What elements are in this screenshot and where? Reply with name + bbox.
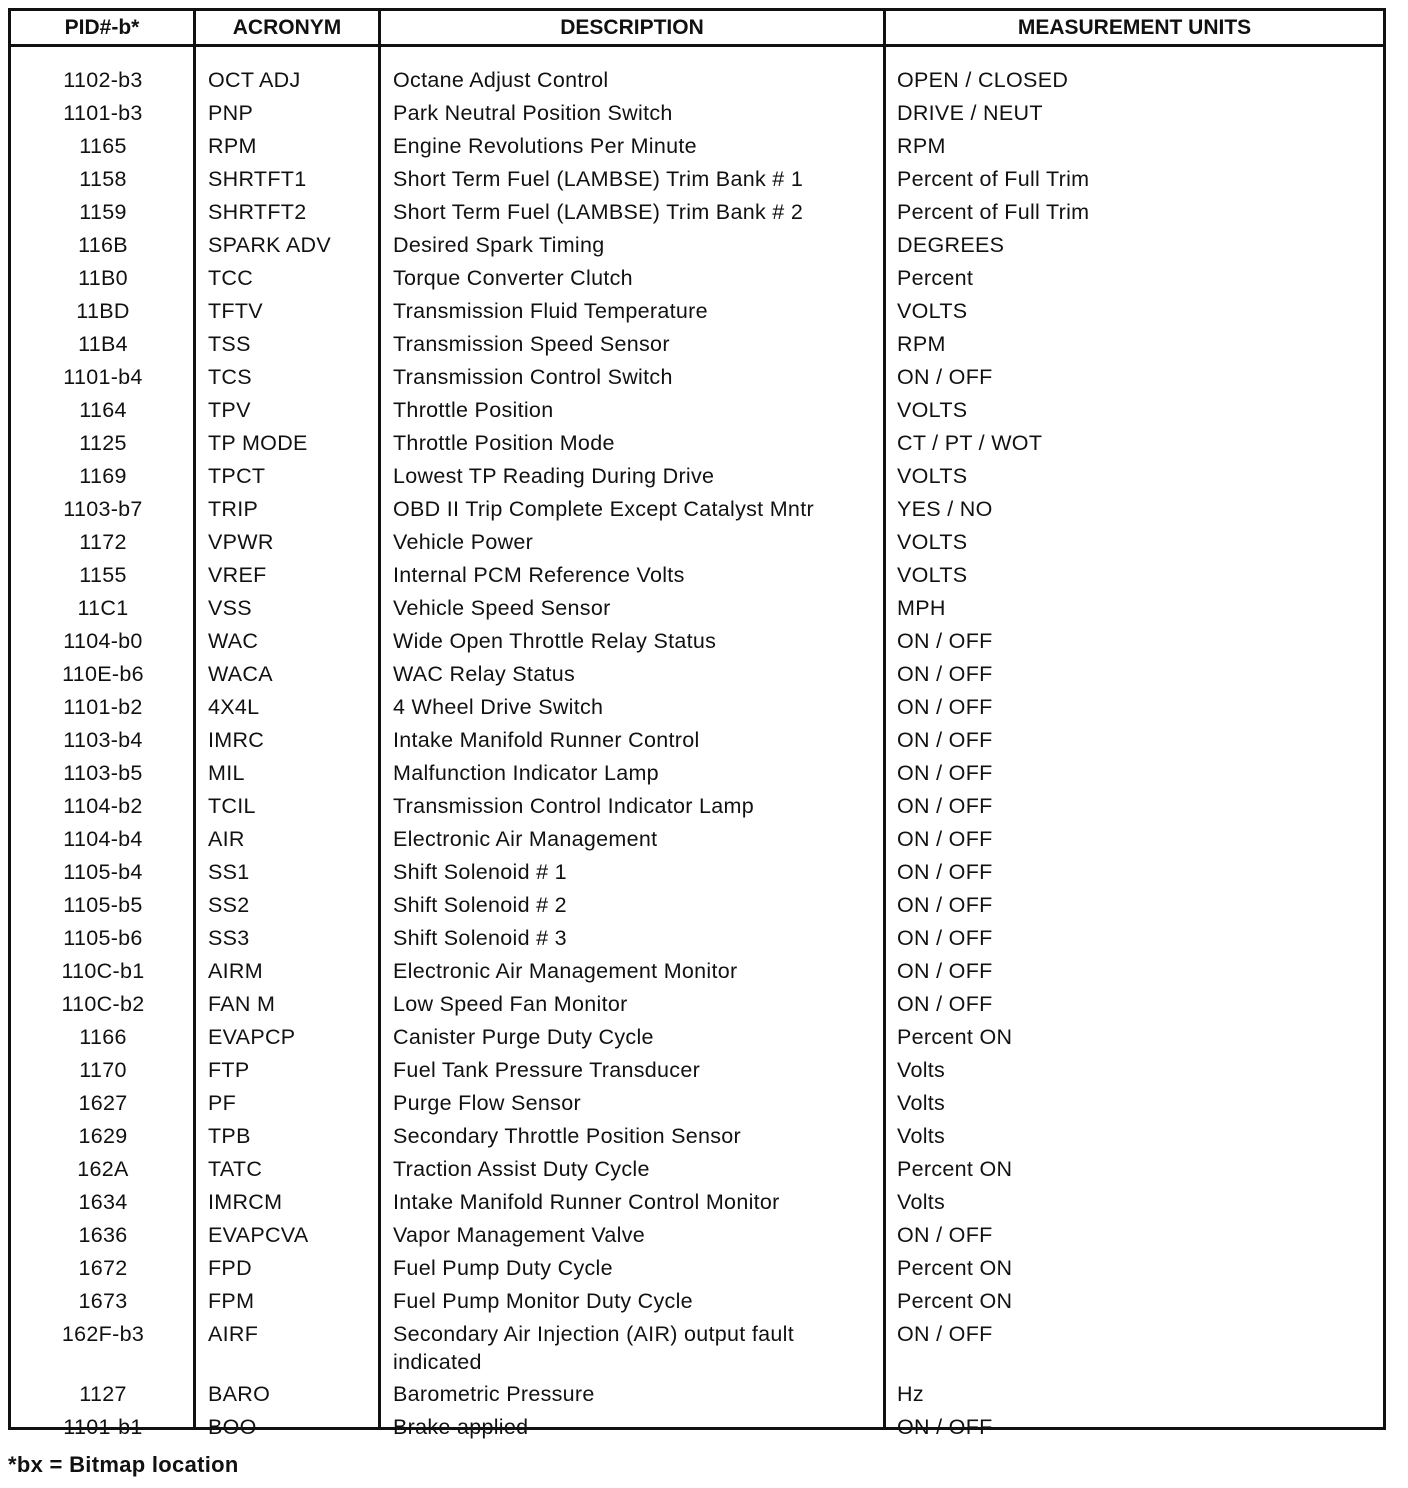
units-cell: MPH (897, 596, 946, 620)
table-row (11, 124, 1383, 157)
pid-cell: 162F-b3 (61, 1322, 145, 1346)
acronym-cell: SHRTFT1 (208, 167, 307, 191)
description-cell: Fuel Pump Monitor Duty Cycle (393, 1289, 693, 1313)
table-row (11, 91, 1383, 124)
table-row (11, 1279, 1383, 1312)
description-cell: Canister Purge Duty Cycle (393, 1025, 654, 1049)
description-cell: Transmission Speed Sensor (393, 332, 670, 356)
units-cell: ON / OFF (897, 926, 993, 950)
description-cell: Fuel Pump Duty Cycle (393, 1256, 613, 1280)
description-cell: Intake Manifold Runner Control Monitor (393, 1190, 780, 1214)
units-cell: Percent ON (897, 1289, 1013, 1313)
pid-cell: 1172 (79, 530, 127, 554)
acronym-cell: IMRCM (208, 1190, 283, 1214)
table-row (11, 751, 1383, 784)
pid-cell: 1166 (79, 1025, 127, 1049)
description-cell: Throttle Position Mode (393, 431, 615, 455)
table-row (11, 421, 1383, 454)
description-cell: Throttle Position (393, 398, 554, 422)
header-divider (11, 44, 1383, 47)
pid-cell: 11C1 (77, 596, 129, 620)
acronym-cell: SS3 (208, 926, 250, 950)
description-cell: Park Neutral Position Switch (393, 101, 673, 125)
acronym-cell: TPV (208, 398, 251, 422)
units-cell: VOLTS (897, 530, 968, 554)
acronym-cell: FPM (208, 1289, 255, 1313)
pid-cell: 1629 (78, 1124, 128, 1148)
pid-cell: 1158 (79, 167, 127, 191)
table-row (11, 1180, 1383, 1213)
pid-cell: 116B (78, 233, 128, 257)
table-row (11, 1048, 1383, 1081)
description-cell: Lowest TP Reading During Drive (393, 464, 715, 488)
units-cell: Volts (897, 1091, 946, 1115)
units-cell: DRIVE / NEUT (897, 101, 1043, 125)
table-row (11, 1312, 1383, 1372)
table-row (11, 1114, 1383, 1147)
pid-cell: 1125 (79, 431, 127, 455)
pid-cell: 1104-b0 (63, 629, 143, 653)
acronym-cell: EVAPCVA (208, 1223, 309, 1247)
table-row (11, 949, 1383, 982)
description-cell: Electronic Air Management Monitor (393, 959, 738, 983)
table-row (11, 256, 1383, 289)
description-cell: Vehicle Speed Sensor (393, 596, 611, 620)
units-cell: ON / OFF (897, 827, 993, 851)
table-row (11, 289, 1383, 322)
acronym-cell: EVAPCP (208, 1025, 296, 1049)
description-cell: Wide Open Throttle Relay Status (393, 629, 717, 653)
units-cell: ON / OFF (897, 1223, 993, 1247)
table-body (11, 58, 1383, 1438)
table-row (11, 1372, 1383, 1405)
table-row (11, 586, 1383, 619)
acronym-cell: SS2 (208, 893, 250, 917)
units-cell: Percent ON (897, 1157, 1013, 1181)
table-row (11, 817, 1383, 850)
description-cell: WAC Relay Status (393, 662, 576, 686)
description-cell: Short Term Fuel (LAMBSE) Trim Bank # 1 (393, 167, 804, 191)
table-row (11, 619, 1383, 652)
units-cell: VOLTS (897, 563, 968, 587)
units-cell: VOLTS (897, 299, 968, 323)
description-cell: Transmission Fluid Temperature (393, 299, 708, 323)
pid-cell: 1101-b2 (63, 695, 143, 719)
table-row (11, 652, 1383, 685)
pid-cell: 1673 (78, 1289, 128, 1313)
table-row (11, 553, 1383, 586)
footnote: *bx = Bitmap location (8, 1452, 239, 1477)
units-cell: ON / OFF (897, 1415, 993, 1439)
description-cell: Vapor Management Valve (393, 1223, 646, 1247)
units-cell: OPEN / CLOSED (897, 68, 1069, 92)
units-cell: VOLTS (897, 398, 968, 422)
table-row (11, 190, 1383, 223)
table-row (11, 916, 1383, 949)
acronym-cell: VPWR (208, 530, 274, 554)
units-cell: Volts (897, 1124, 946, 1148)
units-cell: VOLTS (897, 464, 968, 488)
acronym-cell: 4X4L (208, 695, 260, 719)
pid-cell: 1105-b4 (63, 860, 143, 884)
units-cell: ON / OFF (897, 1322, 993, 1346)
pid-cell: 1104-b4 (63, 827, 143, 851)
pid-cell: 1101-b3 (63, 101, 143, 125)
acronym-cell: AIRM (208, 959, 263, 983)
pid-cell: 1101-b4 (63, 365, 143, 389)
units-cell: ON / OFF (897, 365, 993, 389)
pid-cell: 1102-b3 (63, 68, 143, 92)
units-cell: Percent ON (897, 1256, 1013, 1280)
table-row (11, 718, 1383, 751)
header-measurement-units: MEASUREMENT UNITS (1017, 16, 1252, 39)
acronym-cell: WAC (208, 629, 259, 653)
units-cell: ON / OFF (897, 629, 993, 653)
description-cell: Purge Flow Sensor (393, 1091, 581, 1115)
acronym-cell: AIRF (208, 1322, 259, 1346)
acronym-cell: TCC (208, 266, 254, 290)
pid-cell: 1105-b6 (63, 926, 143, 950)
acronym-cell: PF (208, 1091, 237, 1115)
description-cell: Fuel Tank Pressure Transducer (393, 1058, 701, 1082)
description-cell: Engine Revolutions Per Minute (393, 134, 697, 158)
units-cell: Hz (897, 1382, 924, 1406)
units-cell: ON / OFF (897, 794, 993, 818)
acronym-cell: TFTV (208, 299, 263, 323)
table-row (11, 322, 1383, 355)
units-cell: ON / OFF (897, 761, 993, 785)
pid-cell: 110C-b2 (61, 992, 145, 1016)
pid-cell: 1634 (78, 1190, 128, 1214)
pid-cell: 110C-b1 (61, 959, 145, 983)
table-row (11, 850, 1383, 883)
acronym-cell: VSS (208, 596, 252, 620)
acronym-cell: BOO (208, 1415, 257, 1439)
units-cell: Percent (897, 266, 974, 290)
table-row (11, 388, 1383, 421)
table-row (11, 157, 1383, 190)
acronym-cell: PNP (208, 101, 254, 125)
pid-cell: 1627 (78, 1091, 128, 1115)
table-row (11, 982, 1383, 1015)
units-cell: ON / OFF (897, 860, 993, 884)
acronym-cell: TPCT (208, 464, 266, 488)
acronym-cell: TATC (208, 1157, 263, 1181)
units-cell: ON / OFF (897, 728, 993, 752)
pid-cell: 1103-b4 (63, 728, 143, 752)
pid-cell: 11BD (76, 299, 130, 323)
units-cell: Volts (897, 1190, 946, 1214)
description-cell: Shift Solenoid # 3 (393, 926, 567, 950)
acronym-cell: BARO (208, 1382, 271, 1406)
pid-cell: 1105-b5 (63, 893, 143, 917)
description-cell: Octane Adjust Control (393, 68, 609, 92)
units-cell: Volts (897, 1058, 946, 1082)
acronym-cell: TCS (208, 365, 252, 389)
acronym-cell: RPM (208, 134, 257, 158)
pid-cell: 1636 (78, 1223, 128, 1247)
pid-cell: 1169 (79, 464, 127, 488)
pid-cell: 1164 (79, 398, 127, 422)
pid-cell: 1127 (79, 1382, 127, 1406)
units-cell: Percent ON (897, 1025, 1013, 1049)
pid-cell: 1103-b7 (63, 497, 143, 521)
pid-cell: 110E-b6 (62, 662, 144, 686)
pid-table (8, 8, 1386, 1439)
acronym-cell: VREF (208, 563, 267, 587)
acronym-cell: TRIP (208, 497, 259, 521)
pid-cell: 11B0 (78, 266, 128, 290)
acronym-cell: SS1 (208, 860, 250, 884)
pid-cell: 1672 (78, 1256, 128, 1280)
description-cell: Low Speed Fan Monitor (393, 992, 628, 1016)
table-row (11, 58, 1383, 91)
description-cell: Secondary Throttle Position Sensor (393, 1124, 742, 1148)
pid-cell: 1104-b2 (63, 794, 143, 818)
description-cell: Vehicle Power (393, 530, 534, 554)
description-cell: Brake applied (393, 1415, 529, 1439)
acronym-cell: TP MODE (208, 431, 308, 455)
table-row (11, 487, 1383, 520)
acronym-cell: FAN M (208, 992, 276, 1016)
pid-cell: 162A (77, 1157, 129, 1181)
units-cell: CT / PT / WOT (897, 431, 1043, 455)
units-cell: DEGREES (897, 233, 1005, 257)
table-row (11, 454, 1383, 487)
acronym-cell: TPB (208, 1124, 251, 1148)
pid-cell: 1159 (79, 200, 127, 224)
table-row (11, 685, 1383, 718)
pid-cell: 1165 (79, 134, 127, 158)
description-cell: 4 Wheel Drive Switch (393, 695, 604, 719)
description-cell: Transmission Control Switch (393, 365, 673, 389)
table-row (11, 223, 1383, 256)
description-cell: Shift Solenoid # 2 (393, 893, 567, 917)
acronym-cell: IMRC (208, 728, 265, 752)
units-cell: ON / OFF (897, 959, 993, 983)
pid-cell: 1101-b1 (63, 1415, 143, 1439)
description-cell: Electronic Air Management (393, 827, 658, 851)
table-row (11, 1213, 1383, 1246)
table-row (11, 1081, 1383, 1114)
pid-cell: 1155 (79, 563, 127, 587)
acronym-cell: TSS (208, 332, 251, 356)
acronym-cell: WACA (208, 662, 273, 686)
acronym-cell: AIR (208, 827, 245, 851)
description-cell: Short Term Fuel (LAMBSE) Trim Bank # 2 (393, 200, 804, 224)
table-row (11, 784, 1383, 817)
units-cell: ON / OFF (897, 893, 993, 917)
acronym-cell: MIL (208, 761, 245, 785)
acronym-cell: SHRTFT2 (208, 200, 307, 224)
table-row (11, 1246, 1383, 1279)
acronym-cell: SPARK ADV (208, 233, 331, 257)
description-cell: Torque Converter Clutch (393, 266, 633, 290)
description-cell: Malfunction Indicator Lamp (393, 761, 659, 785)
description-cell: Intake Manifold Runner Control (393, 728, 700, 752)
table-row (11, 883, 1383, 916)
units-cell: YES / NO (897, 497, 993, 521)
description-cell: Transmission Control Indicator Lamp (393, 794, 755, 818)
description-cell: Traction Assist Duty Cycle (393, 1157, 650, 1181)
units-cell: ON / OFF (897, 992, 993, 1016)
units-cell: ON / OFF (897, 695, 993, 719)
pid-cell: 1170 (79, 1058, 127, 1082)
acronym-cell: TCIL (208, 794, 256, 818)
table-row (11, 1015, 1383, 1048)
pid-cell: 11B4 (78, 332, 128, 356)
header-acronym: ACRONYM (232, 16, 342, 39)
description-cell: OBD II Trip Complete Except Catalyst Mntr (393, 497, 814, 521)
acronym-cell: FTP (208, 1058, 250, 1082)
units-cell: RPM (897, 134, 946, 158)
table-row (11, 1405, 1383, 1438)
pid-cell: 1103-b5 (63, 761, 143, 785)
description-cell: Secondary Air Injection (AIR) output fault indicated (393, 1322, 794, 1374)
header-pid: PID#-b* (64, 16, 140, 39)
table-row (11, 520, 1383, 553)
units-cell: Percent of Full Trim (897, 167, 1090, 191)
units-cell: ON / OFF (897, 662, 993, 686)
acronym-cell: FPD (208, 1256, 252, 1280)
description-cell: Barometric Pressure (393, 1382, 595, 1406)
acronym-cell: OCT ADJ (208, 68, 301, 92)
description-cell: Shift Solenoid # 1 (393, 860, 567, 884)
header-description: DESCRIPTION (560, 16, 704, 39)
units-cell: RPM (897, 332, 946, 356)
description-cell: Internal PCM Reference Volts (393, 563, 685, 587)
units-cell: Percent of Full Trim (897, 200, 1090, 224)
table-row (11, 1147, 1383, 1180)
table-row (11, 355, 1383, 388)
description-cell: Desired Spark Timing (393, 233, 605, 257)
